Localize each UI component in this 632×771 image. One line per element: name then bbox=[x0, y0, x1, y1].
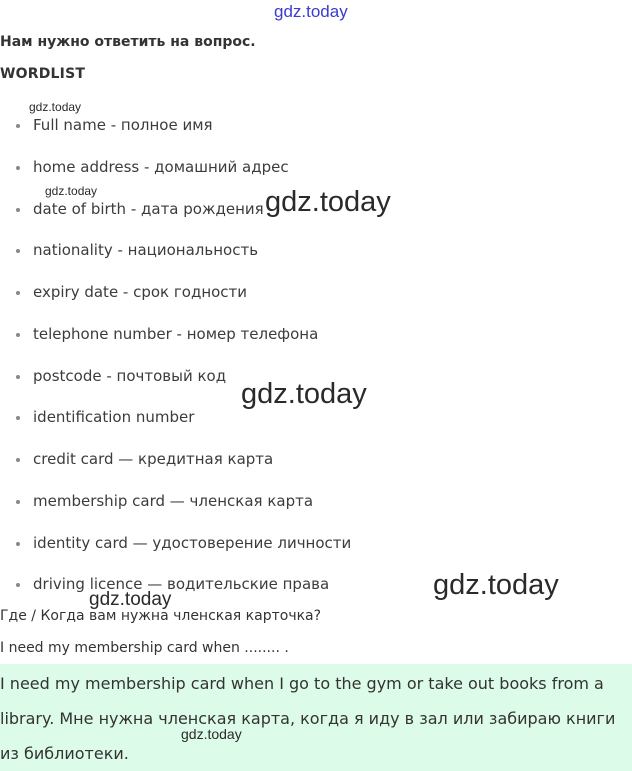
list-item-text: credit card — кредитная карта bbox=[33, 450, 274, 468]
watermark: gdz.today bbox=[45, 184, 98, 198]
bullet bbox=[16, 333, 20, 337]
bullet bbox=[16, 249, 20, 253]
list-item-text: identification number bbox=[33, 408, 195, 426]
bullet bbox=[16, 583, 20, 587]
list-item-text: postcode - почтовый код bbox=[33, 367, 227, 385]
bullet bbox=[16, 542, 20, 546]
bullet bbox=[16, 208, 20, 212]
list-item-text: Full name - полное имя bbox=[33, 116, 213, 134]
answer-box bbox=[0, 664, 632, 771]
watermark: gdz.today bbox=[89, 589, 172, 610]
answer-line: library. Мне нужна членская карта, когда я иду в зал или забираю книги bbox=[0, 709, 616, 728]
list-item-text: telephone number - номер телефона bbox=[33, 325, 319, 343]
bullet bbox=[16, 375, 20, 379]
list-item-text: home address - домашний адрес bbox=[33, 158, 289, 176]
question-ru: Где / Когда вам нужна членская карточка? bbox=[0, 608, 322, 624]
list-item-text: nationality - национальность bbox=[33, 241, 259, 259]
watermark: gdz.today bbox=[433, 569, 559, 601]
watermark: gdz.today bbox=[181, 726, 242, 742]
page-heading: Нам нужно ответить на вопрос. bbox=[0, 34, 256, 50]
bullet bbox=[16, 291, 20, 295]
bullet bbox=[16, 124, 20, 128]
list-item-text: identity card — удостоверение личности bbox=[33, 534, 352, 552]
bullet bbox=[16, 458, 20, 462]
answer-line: I need my membership card when I go to the gym or take out books from a bbox=[0, 674, 604, 693]
question-en: I need my membership card when ........ . bbox=[0, 640, 289, 656]
bullet bbox=[16, 416, 20, 420]
answer-line: из библиотеки. bbox=[0, 744, 129, 763]
list-item-text: date of birth - дата рождения bbox=[33, 200, 264, 218]
wordlist-title: WORDLIST bbox=[0, 66, 86, 82]
watermark: gdz.today bbox=[241, 378, 367, 410]
watermark: gdz.today bbox=[29, 100, 82, 114]
watermark-top: gdz.today bbox=[274, 2, 348, 21]
watermark: gdz.today bbox=[265, 186, 391, 218]
bullet bbox=[16, 166, 20, 170]
list-item-text: expiry date - срок годности bbox=[33, 283, 248, 301]
list-item-text: driving licence — водительские права bbox=[33, 575, 330, 593]
list-item-text: membership card — членская карта bbox=[33, 492, 314, 510]
bullet bbox=[16, 500, 20, 504]
